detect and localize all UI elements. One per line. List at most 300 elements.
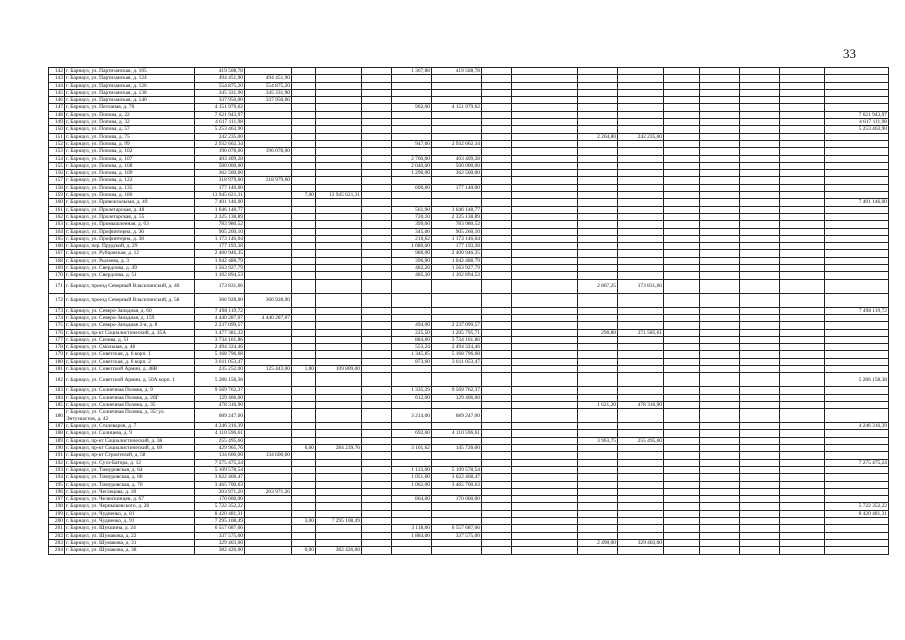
value-cell: [292, 351, 316, 358]
value-cell: [578, 228, 618, 235]
row-number-cell: 199: [49, 510, 65, 517]
value-cell: [362, 532, 392, 539]
row-number-cell: 188: [49, 430, 65, 437]
value-cell: [664, 104, 700, 111]
value-cell: 129 406,00: [432, 394, 482, 401]
value-cell: [432, 314, 482, 321]
value-cell: [482, 293, 512, 307]
value-cell: [316, 235, 362, 242]
row-number-cell: 181: [49, 365, 65, 372]
value-cell: [618, 351, 664, 358]
row-number-cell: 160: [49, 199, 65, 206]
value-cell: [740, 488, 780, 495]
value-cell: [245, 358, 292, 365]
value-cell: [780, 351, 825, 358]
value-cell: 5 286 158,38: [825, 373, 889, 387]
value-cell: 399,00: [392, 221, 432, 228]
value-cell: [292, 488, 316, 495]
value-cell: [392, 539, 432, 546]
table-row: [49, 409, 889, 423]
value-cell: [664, 68, 700, 75]
value-cell: 3 734 161,86: [432, 336, 482, 343]
value-cell: [362, 329, 392, 336]
value-cell: [700, 170, 740, 177]
value-cell: [512, 322, 578, 329]
value-cell: [245, 279, 292, 293]
value-cell: [512, 387, 578, 394]
value-cell: [292, 293, 316, 307]
value-cell: [432, 148, 482, 155]
value-cell: [664, 192, 700, 199]
value-cell: [825, 75, 889, 82]
value-cell: [578, 373, 618, 387]
table-row: [49, 358, 889, 365]
value-cell: [316, 532, 362, 539]
value-cell: [740, 75, 780, 82]
value-cell: [245, 351, 292, 358]
value-cell: [740, 314, 780, 321]
row-number-cell: 171: [49, 279, 65, 293]
value-cell: [245, 430, 292, 437]
value-cell: [700, 466, 740, 473]
value-cell: [700, 228, 740, 235]
value-cell: [512, 510, 578, 517]
value-cell: [292, 265, 316, 272]
table-row: [49, 474, 889, 481]
value-cell: [512, 496, 578, 503]
value-cell: [780, 539, 825, 546]
value-cell: [780, 97, 825, 104]
value-cell: 3 622 468,47: [432, 474, 482, 481]
value-cell: [664, 336, 700, 343]
table-row: [49, 89, 889, 96]
table-row: [49, 437, 889, 444]
value-cell: [700, 199, 740, 206]
value-cell: [780, 423, 825, 430]
value-cell: [316, 104, 362, 111]
value-cell: 5 109 578,54: [432, 466, 482, 473]
value-cell: [392, 199, 432, 206]
value-cell: [512, 547, 578, 554]
address-cell: г. Барнаул, ул. Северо-Западная, д. 159: [65, 314, 195, 321]
value-cell: [664, 148, 700, 155]
value-cell: [245, 547, 292, 554]
value-cell: [700, 344, 740, 351]
value-cell: [512, 104, 578, 111]
value-cell: [245, 155, 292, 162]
value-cell: 2 325 138,89: [195, 213, 245, 220]
value-cell: [825, 140, 889, 147]
value-cell: [392, 126, 432, 133]
value-cell: [482, 119, 512, 126]
value-cell: [578, 235, 618, 242]
value-cell: [512, 111, 578, 118]
value-cell: [578, 525, 618, 532]
row-number-cell: 152: [49, 140, 65, 147]
value-cell: 478 316,90: [195, 401, 245, 408]
value-cell: [578, 452, 618, 459]
value-cell: 1 051,60: [392, 474, 432, 481]
value-cell: [825, 272, 889, 279]
value-cell: [245, 133, 292, 140]
value-cell: 2 494 324,46: [432, 344, 482, 351]
address-cell: г. Барнаул, ул. Пролетарская, д. 55: [65, 213, 195, 220]
value-cell: [245, 257, 292, 264]
value-cell: [780, 373, 825, 387]
value-cell: [740, 272, 780, 279]
row-number-cell: 192: [49, 459, 65, 466]
value-cell: 242 235,00: [618, 133, 664, 140]
value-cell: 5 722 352,22: [195, 503, 245, 510]
table-row: [49, 213, 889, 220]
value-cell: 1 367,88: [392, 68, 432, 75]
value-cell: [700, 111, 740, 118]
value-cell: [316, 452, 362, 459]
value-cell: [664, 430, 700, 437]
value-cell: [618, 466, 664, 473]
address-cell: г. Барнаул, ул. Чернышевского, д. 28: [65, 503, 195, 510]
value-cell: [512, 344, 578, 351]
value-cell: 720,10: [392, 213, 432, 220]
value-cell: 554 875,20: [245, 82, 292, 89]
table-row: [49, 430, 889, 437]
value-cell: 4 440 287,07: [195, 314, 245, 321]
value-cell: [578, 126, 618, 133]
value-cell: 170 000,00: [195, 496, 245, 503]
value-cell: [482, 184, 512, 191]
value-cell: [292, 452, 316, 459]
value-cell: [512, 466, 578, 473]
value-cell: [780, 329, 825, 336]
value-cell: 1 477 381,32: [195, 329, 245, 336]
value-cell: [482, 148, 512, 155]
value-cell: [618, 126, 664, 133]
value-cell: [432, 119, 482, 126]
value-cell: [362, 206, 392, 213]
value-cell: [392, 97, 432, 104]
value-cell: [512, 279, 578, 293]
value-cell: [316, 75, 362, 82]
value-cell: [245, 336, 292, 343]
value-cell: [362, 394, 392, 401]
value-cell: [664, 459, 700, 466]
value-cell: 235 252,00: [195, 365, 245, 372]
row-number-cell: 166: [49, 243, 65, 250]
value-cell: [316, 373, 362, 387]
value-cell: [780, 265, 825, 272]
value-cell: 173 831,66: [195, 279, 245, 293]
value-cell: [618, 510, 664, 517]
address-cell: г. Барнаул, ул. Шумакова, д. 31: [65, 539, 195, 546]
value-cell: [292, 344, 316, 351]
value-cell: [825, 452, 889, 459]
value-cell: 13 945 621,31: [195, 192, 245, 199]
address-cell: г. Барнаул, пер. Прудской, д. 29: [65, 243, 195, 250]
value-cell: 905 260,10: [432, 228, 482, 235]
value-cell: [700, 437, 740, 444]
value-cell: [482, 170, 512, 177]
value-cell: [292, 401, 316, 408]
value-cell: [740, 293, 780, 307]
row-number-cell: 186: [49, 409, 65, 423]
value-cell: 242 235,00: [195, 133, 245, 140]
value-cell: [512, 503, 578, 510]
value-cell: [780, 140, 825, 147]
value-cell: [825, 488, 889, 495]
value-cell: 6,00: [292, 445, 316, 452]
value-cell: [740, 510, 780, 517]
value-cell: 7 295 108,49: [195, 518, 245, 525]
value-cell: 554 875,20: [195, 82, 245, 89]
value-cell: [825, 213, 889, 220]
value-cell: 4 617 111,98: [825, 119, 889, 126]
value-cell: [578, 510, 618, 517]
value-cell: [780, 387, 825, 394]
value-cell: 419 508,78: [195, 68, 245, 75]
value-cell: 4 151 979,62: [432, 104, 482, 111]
value-cell: 783 980,52: [432, 221, 482, 228]
value-cell: [825, 250, 889, 257]
value-cell: [432, 459, 482, 466]
table-row: [49, 111, 889, 118]
value-cell: [512, 221, 578, 228]
value-cell: [292, 430, 316, 437]
value-cell: [512, 272, 578, 279]
value-cell: [578, 532, 618, 539]
value-cell: 177 193,38: [432, 243, 482, 250]
value-cell: [700, 518, 740, 525]
value-cell: [316, 82, 362, 89]
address-cell: г. Барнаул, ул. Чеглецова, д. 18: [65, 488, 195, 495]
value-cell: [780, 213, 825, 220]
value-cell: 4 617 111,98: [195, 119, 245, 126]
value-cell: [780, 162, 825, 169]
value-cell: [740, 140, 780, 147]
value-cell: [618, 452, 664, 459]
value-cell: [618, 496, 664, 503]
value-cell: [740, 459, 780, 466]
value-cell: [700, 206, 740, 213]
value-cell: [432, 279, 482, 293]
value-cell: [482, 510, 512, 517]
value-cell: 905 260,10: [195, 228, 245, 235]
value-cell: [780, 126, 825, 133]
value-cell: [482, 265, 512, 272]
value-cell: [292, 243, 316, 250]
value-cell: [512, 539, 578, 546]
value-cell: 864,00: [392, 496, 432, 503]
value-cell: [292, 235, 316, 242]
value-cell: 689 247,00: [432, 409, 482, 423]
value-cell: [432, 126, 482, 133]
table-row: [49, 279, 889, 293]
value-cell: [700, 387, 740, 394]
value-cell: [664, 170, 700, 177]
address-cell: г. Барнаул, ул. Солнечная Поляна, д. 35: [65, 401, 195, 408]
value-cell: [482, 488, 512, 495]
value-cell: 5 253 463,90: [195, 126, 245, 133]
value-cell: [618, 206, 664, 213]
row-number-cell: 144: [49, 82, 65, 89]
value-cell: [780, 250, 825, 257]
address-cell: г. Барнаул, ул. Привокзальная, д. 49: [65, 199, 195, 206]
row-number-cell: 182: [49, 373, 65, 387]
value-cell: [618, 481, 664, 488]
value-cell: [482, 162, 512, 169]
value-cell: [316, 481, 362, 488]
value-cell: [362, 547, 392, 554]
value-cell: [512, 119, 578, 126]
value-cell: [362, 503, 392, 510]
value-cell: [740, 430, 780, 437]
address-cell: г. Барнаул, ул. Попова, д. 107: [65, 155, 195, 162]
value-cell: [780, 199, 825, 206]
value-cell: [780, 184, 825, 191]
value-cell: [245, 329, 292, 336]
value-cell: [618, 177, 664, 184]
value-cell: [578, 488, 618, 495]
value-cell: [316, 466, 362, 473]
value-cell: [740, 111, 780, 118]
value-cell: [512, 474, 578, 481]
value-cell: [618, 488, 664, 495]
value-cell: [362, 387, 392, 394]
value-cell: [362, 510, 392, 517]
value-cell: [362, 445, 392, 452]
value-cell: [700, 192, 740, 199]
address-cell: г. Барнаул, ул. Солнечная Поляна, д. 35/ ул. Энтузиастов, д. 42: [65, 409, 195, 423]
value-cell: [292, 336, 316, 343]
value-cell: [512, 459, 578, 466]
value-cell: [780, 466, 825, 473]
row-number-cell: 180: [49, 358, 65, 365]
table-row: [49, 510, 889, 517]
value-cell: [432, 373, 482, 387]
value-cell: [825, 322, 889, 329]
value-cell: [618, 344, 664, 351]
value-cell: 500 000,00: [432, 162, 482, 169]
value-cell: [664, 213, 700, 220]
value-cell: 2 264,80: [578, 133, 618, 140]
value-cell: [292, 75, 316, 82]
value-cell: [245, 111, 292, 118]
value-cell: [740, 445, 780, 452]
table-row: [49, 75, 889, 82]
value-cell: [578, 344, 618, 351]
value-cell: [740, 68, 780, 75]
value-cell: [618, 525, 664, 532]
value-cell: 2 932 662,34: [195, 140, 245, 147]
value-cell: 366 928,00: [245, 293, 292, 307]
value-cell: 4 246 316,39: [825, 423, 889, 430]
value-cell: [245, 401, 292, 408]
value-cell: [700, 539, 740, 546]
value-cell: [292, 111, 316, 118]
address-cell: г. Барнаул, ул. Чудненко, д. 91: [65, 518, 195, 525]
value-cell: [780, 307, 825, 314]
value-cell: [316, 155, 362, 162]
value-cell: [362, 126, 392, 133]
value-cell: [578, 272, 618, 279]
value-cell: [362, 97, 392, 104]
value-cell: [700, 119, 740, 126]
value-cell: [482, 243, 512, 250]
value-cell: 783 980,52: [195, 221, 245, 228]
value-cell: [362, 452, 392, 459]
value-cell: [245, 199, 292, 206]
value-cell: [362, 104, 392, 111]
address-cell: г. Барнаул, ул. Партизанская, д. 140: [65, 97, 195, 104]
table-row: [49, 68, 889, 75]
row-number-cell: 193: [49, 466, 65, 473]
value-cell: [245, 221, 292, 228]
value-cell: [512, 97, 578, 104]
table-row: [49, 496, 889, 503]
row-number-cell: 196: [49, 488, 65, 495]
value-cell: [740, 539, 780, 546]
value-cell: 9 569 762,37: [195, 387, 245, 394]
value-cell: [578, 257, 618, 264]
value-cell: [664, 423, 700, 430]
value-cell: [316, 257, 362, 264]
value-cell: [780, 104, 825, 111]
value-cell: [664, 474, 700, 481]
value-cell: [316, 394, 362, 401]
value-cell: [362, 119, 392, 126]
value-cell: [512, 307, 578, 314]
address-cell: г. Барнаул, ул. Попова, д. 99: [65, 140, 195, 147]
value-cell: [316, 170, 362, 177]
value-cell: [392, 148, 432, 155]
value-cell: 1 102 894,53: [432, 272, 482, 279]
value-cell: [432, 177, 482, 184]
value-cell: [700, 221, 740, 228]
value-cell: [482, 221, 512, 228]
value-cell: [740, 503, 780, 510]
value-cell: [292, 496, 316, 503]
value-cell: [292, 133, 316, 140]
value-cell: [578, 394, 618, 401]
value-cell: [245, 104, 292, 111]
value-cell: 980,00: [392, 250, 432, 257]
value-cell: [664, 133, 700, 140]
value-cell: [316, 199, 362, 206]
value-cell: [245, 192, 292, 199]
value-cell: 1 646 148,77: [432, 206, 482, 213]
value-cell: [292, 68, 316, 75]
table-row: [49, 177, 889, 184]
value-cell: [618, 82, 664, 89]
value-cell: 947,00: [392, 140, 432, 147]
address-cell: г. Барнаул, ул. Смольная, д. 48: [65, 344, 195, 351]
value-cell: [316, 148, 362, 155]
table-row: [49, 344, 889, 351]
value-cell: [482, 430, 512, 437]
row-number-cell: 203: [49, 539, 65, 546]
value-cell: [780, 474, 825, 481]
value-cell: [578, 358, 618, 365]
value-cell: [740, 170, 780, 177]
value-cell: [392, 307, 432, 314]
table-row: [49, 243, 889, 250]
value-cell: [618, 445, 664, 452]
table-row: [49, 104, 889, 111]
table-row: [49, 97, 889, 104]
value-cell: [482, 111, 512, 118]
row-number-cell: 170: [49, 272, 65, 279]
value-cell: [578, 184, 618, 191]
value-cell: 109 809,00: [316, 365, 362, 372]
